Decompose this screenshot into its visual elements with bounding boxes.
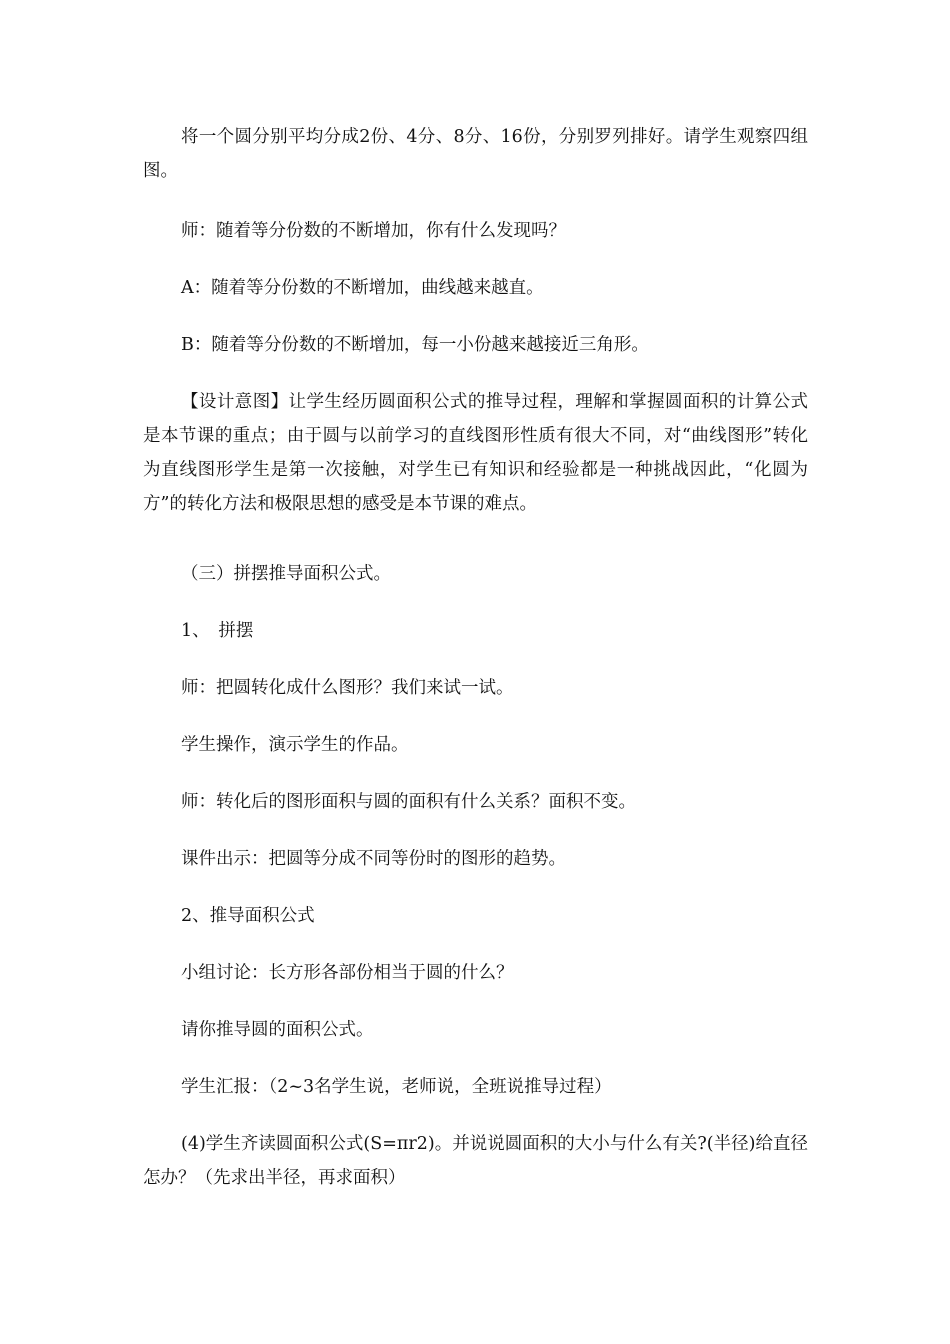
subheading-arrange: 1、 拼摆 xyxy=(181,621,254,641)
paragraph-circle-division: 将一个圆分别平均分成2份、4分、8分、16份，分别罗列排好。请学生观察四组图。 xyxy=(143,127,808,181)
paragraph-teacher-transform: 师：把圆转化成什么图形？我们来试一试。 xyxy=(181,678,514,698)
paragraph-derive-request: 请你推导圆的面积公式。 xyxy=(181,1020,374,1040)
paragraph-group-discussion: 小组讨论：长方形各部份相当于圆的什么？ xyxy=(181,963,514,983)
paragraph-answer-a: A：随着等分份数的不断增加，曲线越来越直。 xyxy=(181,278,544,298)
paragraph-student-report: 学生汇报：（2~3名学生说，老师说，全班说推导过程） xyxy=(181,1077,612,1097)
paragraph-answer-b: B：随着等分份数的不断增加，每一小份越来越接近三角形。 xyxy=(181,335,649,355)
paragraph-teacher-question: 师：随着等分份数的不断增加，你有什么发现吗？ xyxy=(181,221,566,241)
paragraph-teacher-area-relation: 师：转化后的图形面积与圆的面积有什么关系？面积不变。 xyxy=(181,792,636,812)
paragraph-design-intent: 【设计意图】让学生经历圆面积公式的推导过程，理解和掌握圆面积的计算公式是本节课的重点；由于圆与以前学习的直线图形性质有很大不同，对“曲线图形”转化为直线图形学生是第一次接触，对学生已有知识和经验都是一种挑战因此，“化圆为方”的转化方法和极限思想的感受是本节课的难点。 xyxy=(143,392,808,514)
paragraph-formula-reading: (4)学生齐读圆面积公式(S=πr2)。并说说圆面积的大小与什么有关?(半径)给直径怎办？（先求出半径，再求面积） xyxy=(143,1134,808,1188)
subheading-derive-formula: 2、推导面积公式 xyxy=(181,906,315,926)
paragraph-courseware: 课件出示：把圆等分成不同等份时的图形的趋势。 xyxy=(181,849,566,869)
paragraph-student-operation: 学生操作，演示学生的作品。 xyxy=(181,735,409,755)
section-heading-three: （三）拼摆推导面积公式。 xyxy=(181,564,391,584)
